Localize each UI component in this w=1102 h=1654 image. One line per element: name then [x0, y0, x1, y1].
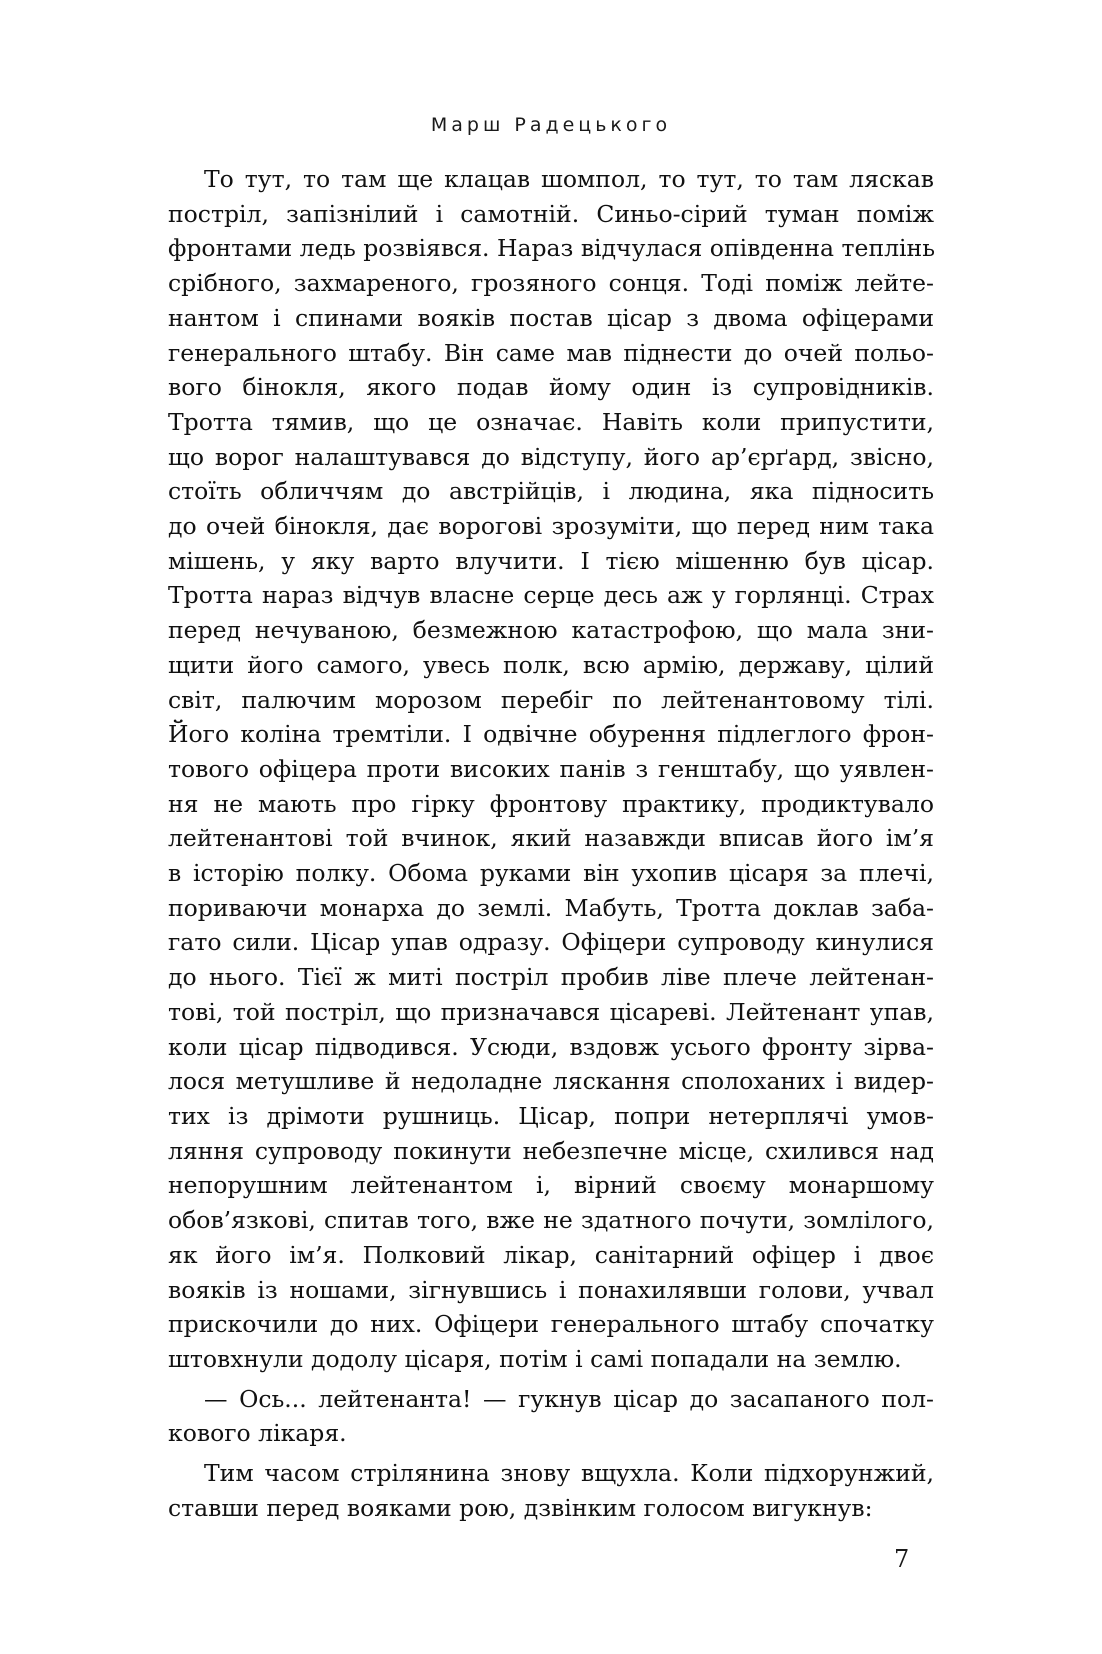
text-line: стоїть обличчям до австрійців, і людина, яка підносить — [168, 477, 934, 506]
text-line: світ, палючим морозом перебіг по лейтенантовому тілі. — [168, 685, 934, 714]
text-line: Тим часом стрілянина знову вщухла. Коли підхорунжий, — [204, 1459, 934, 1488]
text-line: — Ось... лейтенанта! — гукнув цісар до засапаного пол- — [204, 1384, 934, 1413]
text-line: нантом і спинами вояків постав цісар з двома офіцерами — [168, 303, 934, 332]
text-line: пориваючи монарха до землі. Мабуть, Тротта доклав заба- — [168, 893, 934, 922]
page-number: 7 — [894, 1545, 910, 1573]
body-text — [168, 162, 934, 1525]
text-line: тові, той постріл, що призначався цісареві. Лейтенант упав, — [168, 997, 934, 1026]
text-line: обов’язкові, спитав того, вже не здатного почути, зомлілого, — [168, 1206, 934, 1235]
text-line: до нього. Тієї ж миті постріл пробив ліве плече лейтенан- — [168, 963, 934, 992]
text-line: лося метушливе й недоладне ляскання сполоханих і видер- — [168, 1067, 934, 1096]
text-line: лейтенантові той вчинок, який назавжди вписав його ім’я — [168, 824, 934, 853]
text-line: ня не мають про гірку фронтову практику, продиктувало — [168, 789, 934, 818]
paragraph-2 — [168, 1382, 934, 1451]
text-line: коли цісар підводився. Усюди, вздовж усього фронту зірва- — [168, 1032, 934, 1061]
text-line: генерального штабу. Він саме мав піднести до очей польо- — [168, 338, 934, 367]
text-line: тового офіцера проти високих панів з генштабу, що уявлен- — [168, 754, 934, 783]
text-line: перед нечуваною, безмежною катастрофою, що мала зни- — [168, 616, 934, 645]
text-line: гато сили. Цісар упав одразу. Офіцери супроводу кинулися — [168, 928, 934, 957]
text-line: фронтами ледь розвіявся. Нараз відчулася опівденна теплінь — [168, 234, 936, 263]
text-line: що ворог налаштувався до відступу, його ар’єрґард, звісно, — [168, 442, 934, 471]
text-line: тих із дрімоти рушниць. Цісар, попри нетерплячі умов- — [168, 1101, 934, 1130]
text-line: То тут, то там ще клацав шомпол, то тут, то там ляскав — [204, 165, 934, 193]
text-line: щити його самого, увесь полк, всю армію, державу, цілий — [168, 650, 934, 679]
text-line: до очей бінокля, дає ворогові зрозуміти, що перед ним така — [168, 512, 934, 541]
running-head: Марш Радецького — [430, 114, 672, 136]
text-line: Його коліна тремтіли. І одвічне обурення підлеглого фрон- — [168, 720, 934, 749]
text-line: непорушним лейтенантом і, вірний своєму монаршому — [168, 1171, 934, 1200]
text-line: постріл, запізнілий і самотній. Синьо-сірий туман поміж — [168, 199, 934, 228]
text-line: ставши перед вояками рою, дзвінким голосом вигукнув: — [168, 1493, 873, 1522]
text-line: срібного, захмареного, грозяного сонця. Тоді поміж лейте- — [168, 269, 934, 298]
text-line: прискочили до них. Офіцери генерального штабу спочатку — [168, 1310, 934, 1339]
text-line: Тротта нараз відчув власне серце десь аж у горлянці. Страх — [168, 581, 934, 610]
text-line: вояків із ношами, зігнувшись і понахилявши голови, учвал — [168, 1275, 934, 1304]
text-line: мішень, у яку варто влучити. І тією мішенню був цісар. — [168, 546, 934, 575]
text-line: вого бінокля, якого подав йому один із супровідників. — [168, 373, 934, 402]
text-line: кового лікаря. — [168, 1419, 347, 1448]
text-line: як його ім’я. Полковий лікар, санітарний офіцер і двоє — [168, 1240, 934, 1269]
paragraph-3 — [168, 1456, 934, 1525]
text-line: в історію полку. Обома руками він ухопив цісаря за плечі, — [168, 859, 934, 888]
text-line: штовхнули додолу цісаря, потім і самі попадали на землю. — [168, 1344, 902, 1373]
text-line: ляння супроводу покинути небезпечне місце, схилився над — [168, 1136, 934, 1165]
text-line: Тротта тямив, що це означає. Навіть коли припустити, — [168, 407, 934, 436]
paragraph-1 — [168, 162, 934, 1377]
